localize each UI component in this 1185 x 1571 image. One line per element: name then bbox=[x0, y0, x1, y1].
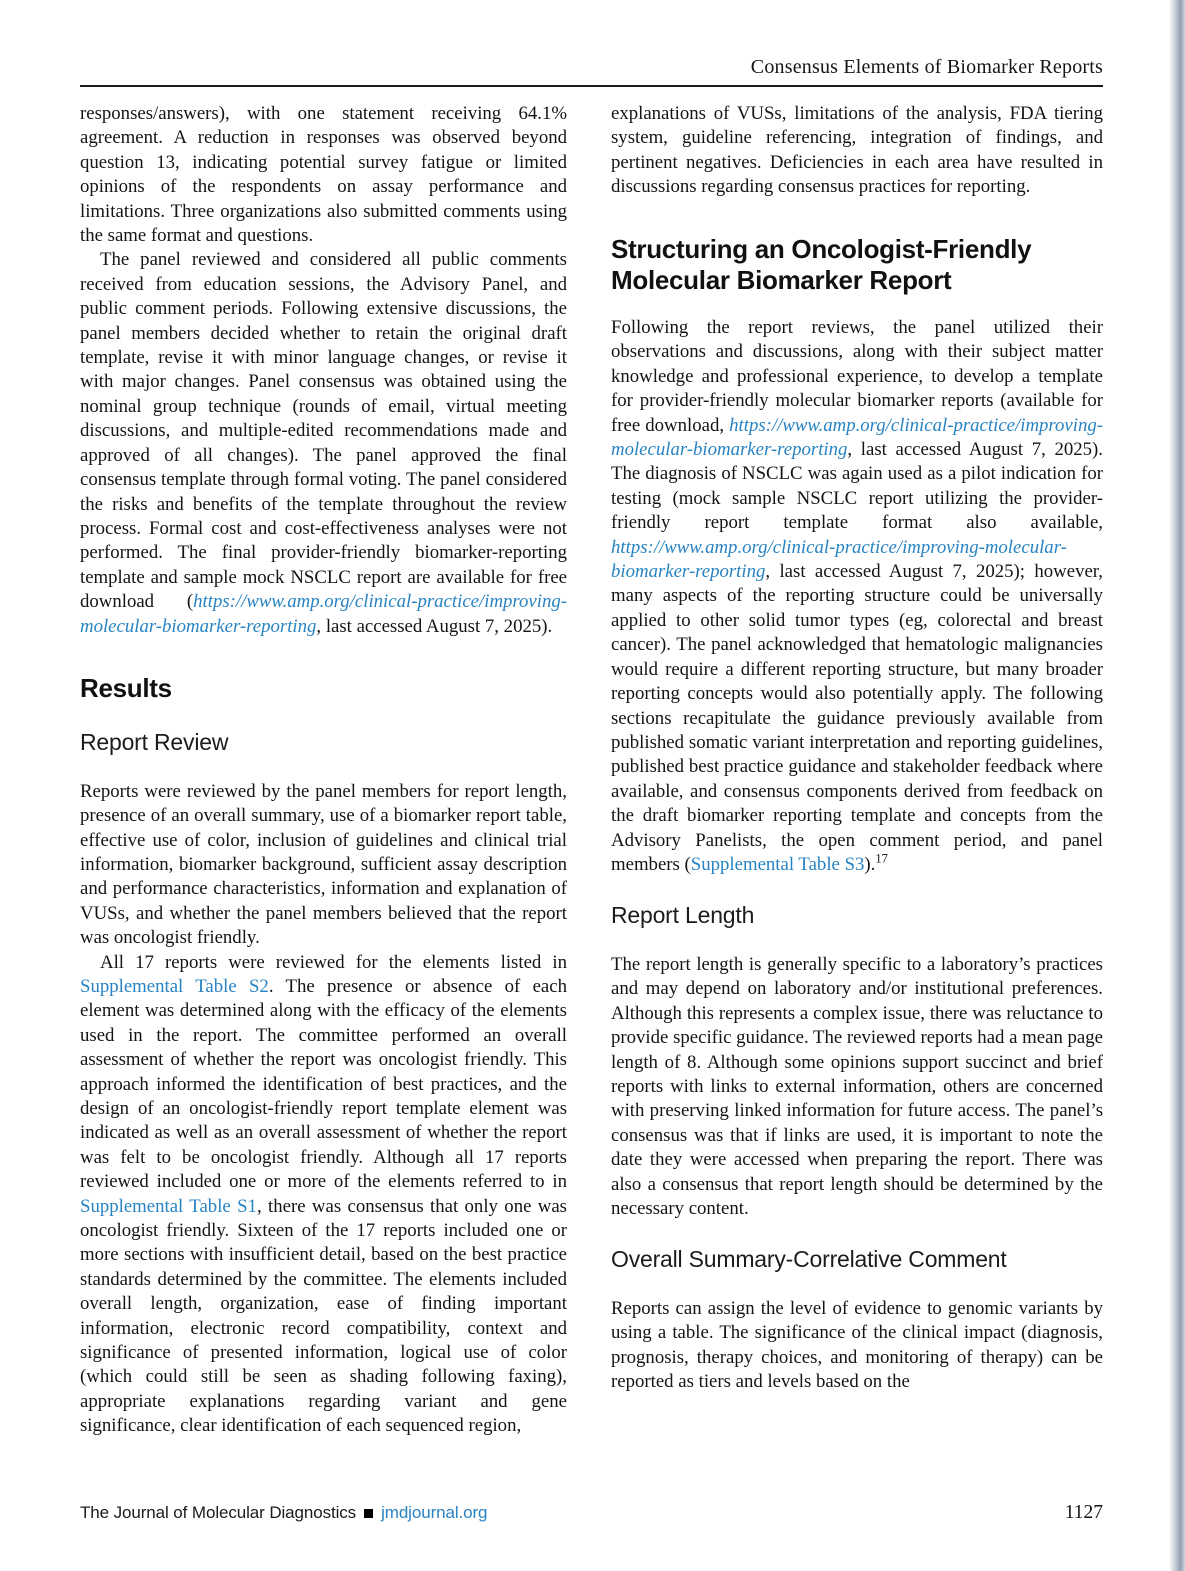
subsection-heading: Report Review bbox=[80, 729, 229, 756]
text-run: The panel reviewed and considered all public comments received from education sessions, the Advisory Panel, and public comment periods. Following extensive discussions, the panel members decided whether to retain the original draft template, revise it with minor language changes, or revise it with major changes. Panel consensus was obtained using the nominal group technique (rounds of email, virtual meeting discussions, and multiple-edited recommendations made and approved of all changes). The panel approved the final consensus template through formal voting. The panel considered the risks and benefits of the template throughout the review process. Formal cost and cost-effectiveness analyses were not performed. The final provider-friendly biomarker-reporting template and sample mock NSCLC report are available for free download ( bbox=[80, 249, 567, 613]
journal-site-link[interactable]: jmdjournal.org bbox=[381, 1503, 488, 1522]
header-rule bbox=[80, 85, 1103, 87]
text-run: , last accessed August 7, 2025). bbox=[316, 615, 553, 637]
text-run: . The presence or absence of each element was determined along with the efficacy of the elements used in the report. The committee performed an overall assessment of whether the report was oncologist friendly. This approach informed the identification of best practices, and the design of an oncologist-friendly report template element was indicated as well as an overall assessment of whether the report was felt to be oncologist friendly. Although all 17 reports reviewed included one or more of the elements referred to in bbox=[80, 975, 567, 1193]
text-run: , last accessed August 7, 2025). The diagnosis of NSCLC was again used as a pilot indication for testing (mock sample NSCLC report utilizing the provider-friendly report template format also available, bbox=[611, 439, 1103, 534]
paragraph bbox=[80, 951, 567, 1439]
text-run: explanations of VUSs, limitations of the analysis, FDA tiering system, guideline referencing, integration of findings, and pertinent negatives. Deficiencies in each area have resulted in discussions regarding consensus practices for reporting. bbox=[611, 103, 1103, 198]
text-run: ). bbox=[864, 853, 876, 875]
text-run: , there was consensus that only one was oncologist friendly. Sixteen of the 17 reports included one or more sections with insufficient detail, based on the best practice standards determined by the committee. The elements included overall length, organization, ease of finding important information, electronic record compatibility, context and significance of presented information, logical use of color (which could still be seen as shading following faxing), appropriate explanations regarding variant and gene significance, clear identification of each sequenced region, bbox=[80, 1195, 567, 1437]
url-link[interactable]: https://www.amp.org/clinical-practice/improving-molecular-biomarker-reporting bbox=[611, 414, 1103, 461]
text-run: All 17 reports were reviewed for the elements listed in bbox=[100, 951, 567, 973]
supplemental-table-link[interactable]: Supplemental Table S3 bbox=[690, 853, 865, 875]
reference-superscript[interactable]: 17 bbox=[875, 851, 888, 866]
paragraph bbox=[611, 1297, 1103, 1395]
two-column-body bbox=[80, 102, 1103, 1484]
subsection-heading: Report Length bbox=[611, 902, 755, 929]
left-column bbox=[80, 102, 567, 1484]
text-run: responses/answers), with one statement receiving 64.1% agreement. A reduction in responses was observed beyond question 13, indicating potential survey fatigue or limited opinions of the respondents on assay performance and limitations. Three organizations also submitted comments using the same format and questions. bbox=[80, 103, 567, 247]
page-footer bbox=[80, 1502, 1103, 1524]
right-column bbox=[611, 102, 1103, 1484]
url-link[interactable]: https://www.amp.org/clinical-practice/improving-molecular-biomarker-reporting bbox=[611, 536, 1067, 583]
paragraph bbox=[80, 780, 567, 951]
text-run: The report length is generally specific to a laboratory’s practices and may depend on laboratory and/or institutional preferences. Although this represents a complex issue, there was reluctance to provide specific guidance. The reviewed reports had a mean page length of 8. Although some opinions support succinct and brief reports with links to external information, others are concerned with preserving linked information for future access. The panel’s consensus was that if links are used, it is important to note the date they were accessed when preparing the report. There was also a consensus that report length should be determined by the necessary content. bbox=[611, 953, 1103, 1219]
section-heading: Structuring an Oncologist-Friendly Molecular Biomarker Report bbox=[611, 233, 1032, 295]
paragraph bbox=[611, 102, 1103, 200]
paragraph bbox=[80, 102, 567, 248]
footer-journal-line bbox=[80, 1503, 487, 1523]
section-heading: Results bbox=[80, 672, 172, 703]
subsection-heading: Overall Summary-Correlative Comment bbox=[611, 1246, 1007, 1273]
text-run: Reports can assign the level of evidence to genomic variants by using a table. The significance of the clinical impact (diagnosis, prognosis, therapy choices, and monitoring of therapy) can be reported as tiers and levels based on the bbox=[611, 1298, 1103, 1393]
running-head: Consensus Elements of Biomarker Reports bbox=[750, 56, 1103, 78]
page-content bbox=[80, 0, 1103, 1484]
paragraph bbox=[80, 248, 567, 639]
page-edge-shadow bbox=[1169, 0, 1185, 1571]
journal-name: The Journal of Molecular Diagnostics bbox=[80, 1503, 357, 1522]
supplemental-table-link[interactable]: Supplemental Table S1 bbox=[80, 1195, 257, 1217]
text-run: , last accessed August 7, 2025); however, many aspects of the reporting structure could be universally applied to other solid tumor types (eg, colorectal and breast cancer). The panel acknowledged that hematologic malignancies would require a different reporting structure, but many broader reporting concepts would also potentially apply. The following sections recapitulate the guidance previously available from published somatic variant interpretation and reporting guidelines, published best practice guidance and stakeholder feedback where available, and consensus components derived from feedback on the draft biomarker reporting template and concepts from the Advisory Panelists, the open comment period, and panel members ( bbox=[611, 561, 1103, 875]
square-bullet-icon bbox=[364, 1509, 373, 1518]
text-run: Following the report reviews, the panel utilized their observations and discussions, along with their subject matter knowledge and professional experience, to develop a template for provider-friendly molecular biomarker reports (available for free download, bbox=[611, 317, 1103, 436]
url-link[interactable]: https://www.amp.org/clinical-practice/improving-molecular-biomarker-reporting bbox=[80, 591, 567, 637]
paragraph bbox=[611, 953, 1103, 1221]
supplemental-table-link[interactable]: Supplemental Table S2 bbox=[80, 975, 269, 997]
paragraph bbox=[611, 316, 1103, 877]
text-run: Reports were reviewed by the panel members for report length, presence of an overall summary, use of a biomarker report table, effective use of color, inclusion of guidelines and clinical trial information, biomarker background, sufficient assay description and performance characteristics, information and explanation of VUSs, and whether the panel members believed that the report was oncologist friendly. bbox=[80, 780, 567, 949]
page-number: 1127 bbox=[1064, 1502, 1103, 1523]
